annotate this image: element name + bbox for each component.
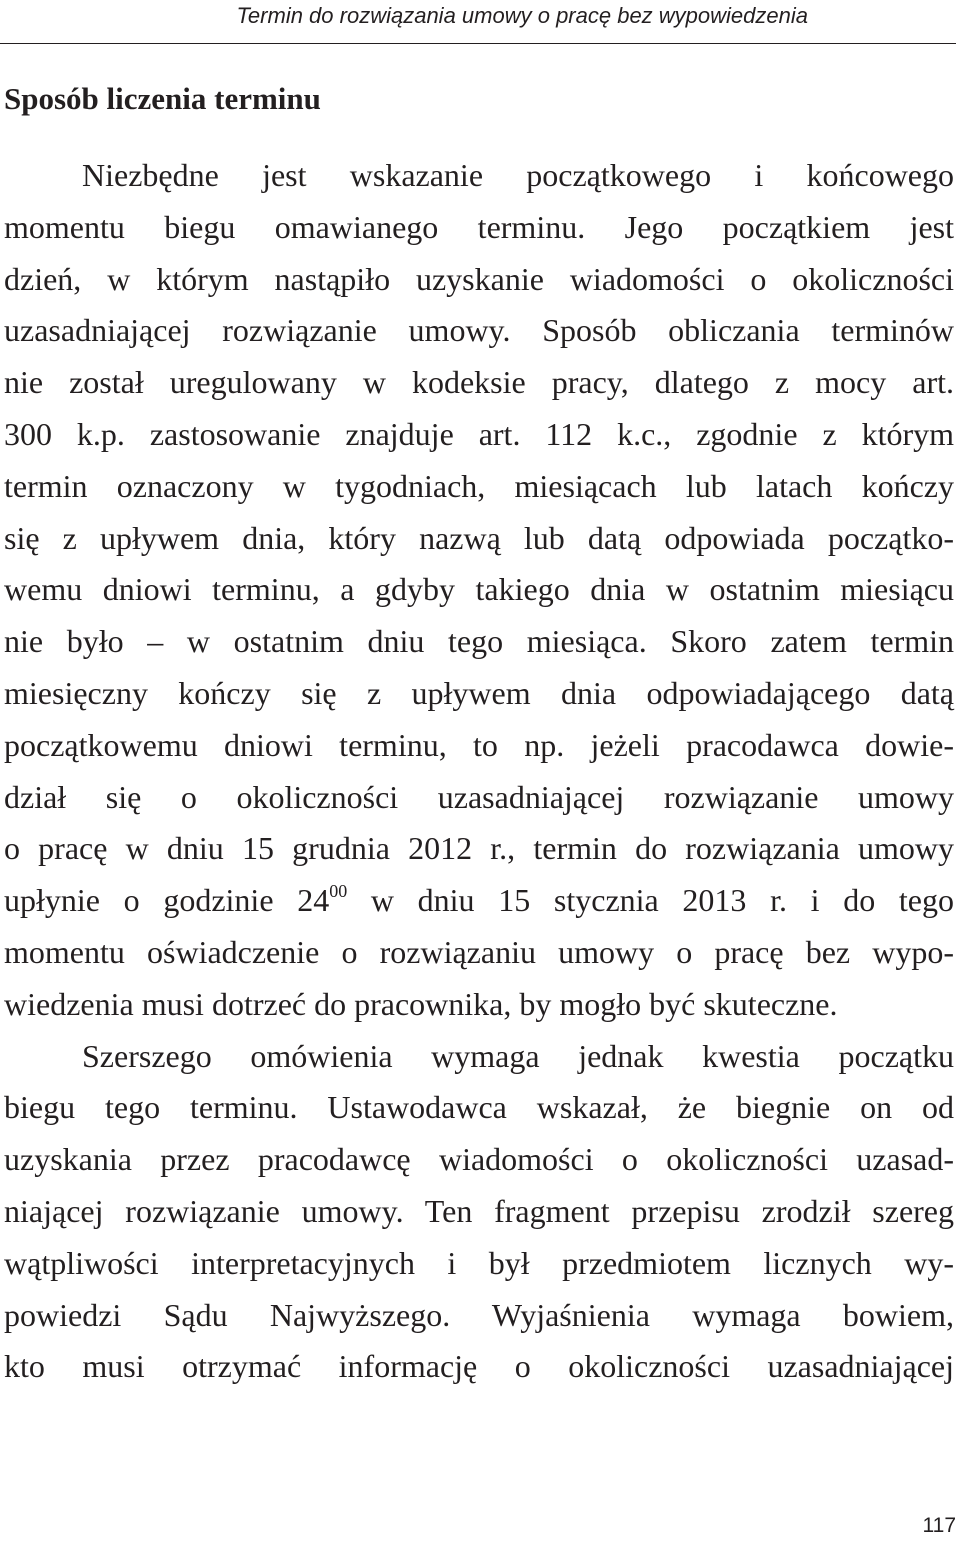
text-line: biegu tego terminu. Ustawodawca wskazał, że biegnie on od xyxy=(4,1089,954,1126)
section-heading: Sposób liczenia terminu xyxy=(4,81,321,116)
text-line: o pracę w dniu 15 grudnia 2012 r., termin do rozwiązania umowy xyxy=(4,830,954,867)
running-title: Termin do rozwiązania umowy o pracę bez wypowiedzenia xyxy=(236,3,808,28)
text-line: miesięczny kończy się z upływem dnia odpowiadającego datą xyxy=(4,674,954,711)
paragraph-2 xyxy=(4,1031,954,1394)
text-line: wemu dniowi terminu, a gdyby takiego dnia w ostatnim miesiącu xyxy=(4,571,954,608)
body-text xyxy=(4,150,954,1393)
superscript-minutes: 00 xyxy=(329,881,348,902)
page-number: 117 xyxy=(922,1514,956,1537)
text-line: początkowemu dniowi terminu, to np. jeżeli pracodawca dowie- xyxy=(4,726,954,763)
text-line: powiedzi Sądu Najwyższego. Wyjaśnienia wymaga bowiem, xyxy=(4,1296,954,1333)
text-line: kto musi otrzymać informację o okoliczności uzasadniającej xyxy=(4,1348,954,1385)
text-line: momentu oświadczenie o rozwiązaniu umowy o pracę bez wypo- xyxy=(4,933,954,970)
text-line: dział się o okoliczności uzasadniającej rozwiązanie umowy xyxy=(4,778,954,815)
text-line: niającej rozwiązanie umowy. Ten fragment przepisu zrodził szereg xyxy=(4,1192,954,1229)
text-line: nie było – w ostatnim dniu tego miesiąca. Skoro zatem termin xyxy=(4,623,954,660)
text-fragment: upłynie o godzinie 24 xyxy=(4,882,330,919)
text-line: wiedzenia musi dotrzeć do pracownika, by mogło być skuteczne. xyxy=(4,985,838,1022)
text-line: dzień, w którym nastąpiło uzyskanie wiadomości o okoliczności xyxy=(4,260,954,297)
text-line: termin oznaczony w tygodniach, miesiącach lub latach kończy xyxy=(4,467,954,504)
text-line: momentu biegu omawianego terminu. Jego początkiem jest xyxy=(4,208,954,245)
text-line: uzyskania przez pracodawcę wiadomości o okoliczności uzasad- xyxy=(4,1141,954,1178)
text-line: uzasadniającej rozwiązanie umowy. Sposób obliczania terminów xyxy=(4,312,954,349)
running-header xyxy=(0,0,956,44)
text-line: Szerszego omówienia wymaga jednak kwestia początku xyxy=(82,1037,954,1074)
text-line: wątpliwości interpretacyjnych i był przedmiotem licznych wy- xyxy=(4,1244,954,1281)
text-line: się z upływem dnia, który nazwą lub datą odpowiada początko- xyxy=(4,519,954,556)
paragraph-1 xyxy=(4,150,954,1031)
text-fragment: w dniu 15 stycznia 2013 r. i do tego xyxy=(347,882,955,919)
text-line: Niezbędne jest wskazanie początkowego i końcowego xyxy=(82,157,954,193)
text-line: nie został uregulowany w kodeksie pracy, dlatego z mocy art. xyxy=(4,364,954,401)
text-line: 300 k.p. zastosowanie znajduje art. 112 k.c., zgodnie z którym xyxy=(4,415,954,452)
text-line-with-superscript xyxy=(4,875,954,927)
